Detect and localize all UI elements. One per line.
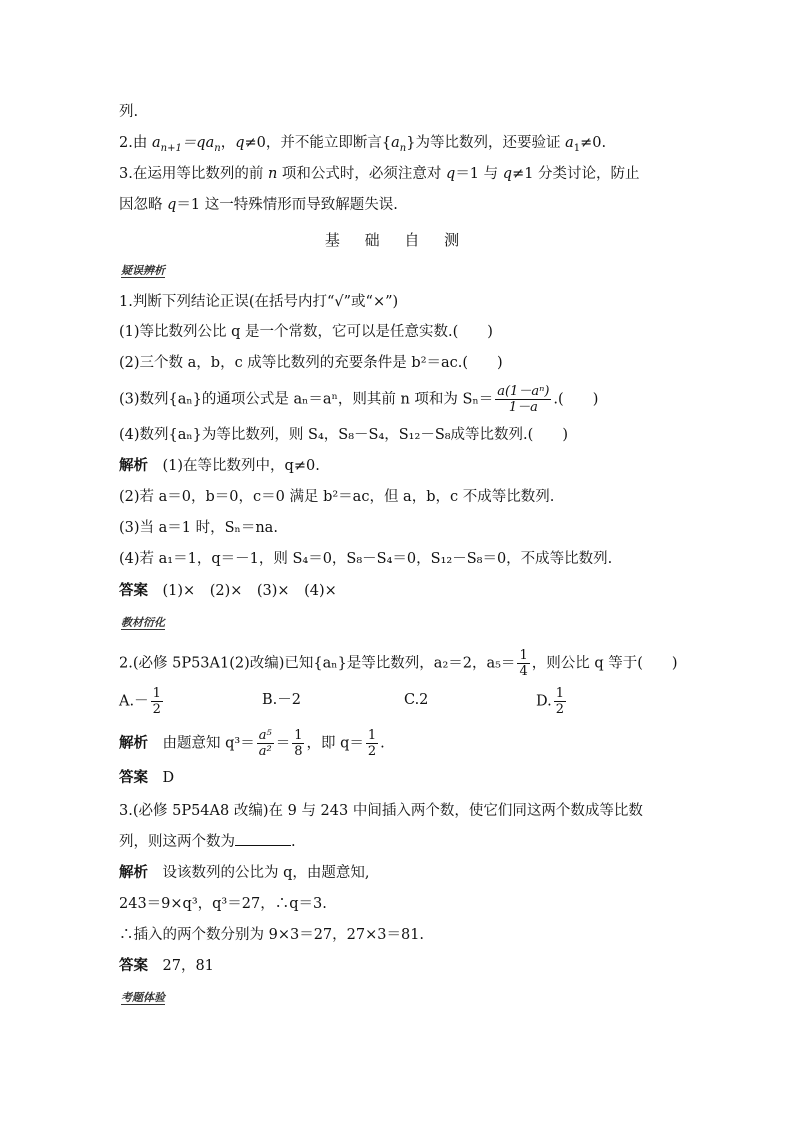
- text-fragment: ，: [220, 135, 236, 151]
- answer-text: D: [162, 770, 175, 786]
- fraction-one-eighth: [292, 728, 304, 759]
- fraction-numerator: a(1－aⁿ): [497, 384, 550, 399]
- q3-explanation-3: ∴插入的两个数分别为 9×3＝27，27×3＝81.: [119, 927, 425, 943]
- text-fragment: 2.由: [119, 135, 152, 151]
- fraction-numerator: 1: [555, 686, 564, 701]
- answer-text: (1)× (2)× (3)× (4)×: [162, 583, 337, 599]
- option-label: D.: [536, 693, 552, 710]
- q1-part-2: (2)三个数 a，b，c 成等比数列的充要条件是 b²＝ac.( ): [119, 355, 503, 371]
- fraction-a5: [517, 648, 529, 679]
- text-fragment: ＝1 与: [455, 166, 503, 182]
- q2-option-c[interactable]: C.2: [404, 692, 429, 708]
- math-a1: a: [565, 135, 574, 151]
- fraction-denominator: 4: [519, 664, 528, 679]
- fraction-denominator: 1－a: [508, 400, 538, 415]
- text-fragment: ，即 q＝: [306, 735, 364, 752]
- math-an: $a_n$: [391, 135, 407, 154]
- fraction-denominator: 2: [367, 744, 377, 759]
- q1-stem: 1.判断下列结论正误(在括号内打“√”或“×”): [119, 294, 399, 310]
- q2-option-d[interactable]: [536, 686, 568, 717]
- fraction-option-a: [151, 686, 163, 717]
- fraction-option-d: [554, 686, 566, 717]
- explanation-label: 解析: [119, 457, 148, 474]
- q1-part-4: (4)数列{aₙ}为等比数列，则 S₄，S₈－S₄，S₁₂－S₈成等比数列.( ): [119, 427, 568, 443]
- text-fragment: (1)在等比数列中，q≠0.: [162, 458, 320, 474]
- math-n: n: [267, 166, 278, 182]
- fraction-q3: [257, 728, 274, 759]
- section-tag-error-analysis: 疑误辨析: [121, 264, 165, 277]
- text-line-1: [119, 102, 138, 122]
- section-heading: 基 础 自 测: [324, 231, 470, 249]
- text-fragment: ＝: [275, 735, 291, 752]
- fraction-denominator: 2: [152, 702, 161, 717]
- text-fragment: 2.(必修 5P53A1(2)改编)已知{aₙ}是等比数列，a₂＝2，a₅＝: [119, 655, 516, 672]
- fraction-numerator: 1: [519, 648, 528, 663]
- text-fragment: .( ): [553, 391, 599, 408]
- fraction-numerator: 1: [152, 686, 161, 701]
- math-q: q: [167, 197, 177, 213]
- text-fragment: (3)数列{aₙ}的通项公式是 aₙ＝aⁿ，则其前 n 项和为 Sₙ＝: [119, 391, 494, 408]
- fraction-one-half: [366, 728, 378, 759]
- q3-answer: [119, 956, 214, 976]
- q2-answer: [119, 768, 174, 788]
- fraction-sum-formula: [495, 384, 551, 415]
- text-fragment: 3.在运用等比数列的前: [119, 166, 268, 182]
- text-fragment: }为等比数列，还要验证: [406, 135, 566, 151]
- text-fragment: .: [291, 834, 296, 850]
- text-fragment: 由题意知 q³＝: [162, 735, 255, 752]
- text-line-3: [119, 164, 640, 184]
- q3-explanation-2: 243＝9×q³，q³＝27，∴q＝3.: [119, 896, 327, 912]
- q2-option-a[interactable]: [119, 686, 165, 717]
- fraction-numerator: 1: [367, 728, 377, 743]
- text-line-2: 2.由 $a_{n+1}=qa_n$，q≠0，并不能立即断言$\{a_n\}$为等比数列，还要验证 $a_1\ne 0$.: [119, 135, 607, 154]
- text-fragment: ≠0.: [580, 135, 607, 151]
- q3-stem-line-1: 3.(必修 5P54A8 改编)在 9 与 243 中间插入两个数，使它们同这两个数成等比数: [119, 803, 643, 819]
- text-fragment: .: [380, 735, 385, 752]
- q3-explanation-1: [119, 863, 370, 883]
- answer-label: 答案: [119, 582, 148, 599]
- q1-explanation-2: (2)若 a＝0，b＝0，c＝0 满足 b²＝ac，但 a，b，c 不成等比数列.: [119, 489, 555, 505]
- option-label: A.－: [119, 693, 149, 710]
- text-fragment: 项和公式时，必须注意对: [277, 166, 447, 182]
- q2-option-b[interactable]: B.－2: [262, 692, 301, 708]
- answer-label: 答案: [119, 957, 148, 974]
- math-a: $a_{n+1}=qa_n$: [151, 135, 221, 154]
- text-fragment: ≠1 分类讨论，防止: [512, 166, 640, 182]
- q2-explanation: [119, 728, 385, 759]
- math-q: q: [235, 135, 245, 151]
- q1-explanation-3: (3)当 a＝1 时，Sₙ＝na.: [119, 520, 278, 536]
- q1-part-1: (1)等比数列公比 q 是一个常数，它可以是任意实数.( ): [119, 324, 493, 340]
- q3-stem-line-2: [119, 832, 296, 852]
- text-fragment: 设该数列的公比为 q，由题意知,: [162, 865, 370, 881]
- text-fragment: ，则公比 q 等于( ): [531, 655, 678, 672]
- answer-blank[interactable]: [235, 832, 291, 846]
- section-tag-textbook: 教材衍化: [121, 616, 165, 629]
- text-fragment: 列，则这两个数为: [119, 834, 235, 850]
- text-fragment: ＝1 这一特殊情形而导致解题失误.: [176, 197, 398, 213]
- explanation-label: 解析: [119, 864, 148, 881]
- explanation-label: 解析: [119, 734, 148, 752]
- q1-explanation-1: [119, 456, 320, 476]
- answer-text: 27，81: [162, 958, 214, 974]
- text-fragment: ≠0，并不能立即断言{: [244, 135, 392, 151]
- q1-answer: [119, 581, 337, 601]
- math-q: q: [446, 166, 456, 182]
- fraction-numerator: 1: [294, 728, 303, 743]
- section-tag-exam: 考题体验: [121, 991, 165, 1004]
- fraction-denominator: a²: [258, 744, 272, 759]
- math-q: q: [502, 166, 513, 182]
- answer-label: 答案: [119, 769, 148, 786]
- fraction-denominator: 8: [294, 744, 303, 759]
- text-fragment: 列.: [119, 104, 139, 120]
- text-line-4: [119, 195, 398, 215]
- fraction-denominator: 2: [555, 702, 564, 717]
- fraction-numerator: a⁵: [258, 728, 272, 743]
- q1-explanation-4: (4)若 a₁＝1，q＝－1，则 S₄＝0，S₈－S₄＝0，S₁₂－S₈＝0，不成等比数列.: [119, 551, 613, 567]
- text-fragment: 因忽略: [119, 197, 168, 213]
- q1-part-3: [119, 384, 598, 415]
- q2-stem: [119, 648, 678, 679]
